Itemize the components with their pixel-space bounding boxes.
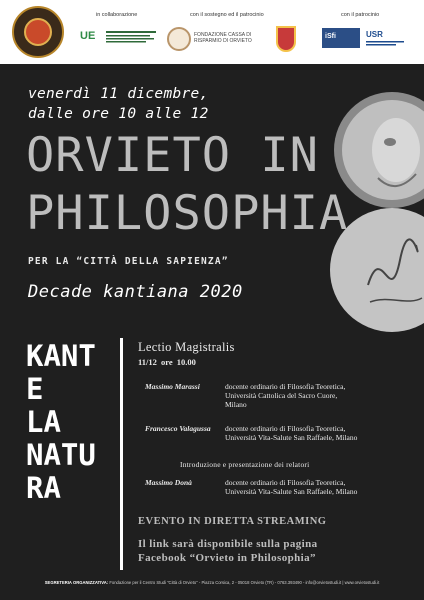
patrocinio-label: con il patrocinio	[341, 12, 380, 18]
collab-label: in collaborazione	[96, 12, 138, 18]
event-subtitle: PER LA “CITTÀ DELLA SAPIENZA”	[28, 256, 229, 267]
theme-word: KANT	[26, 339, 96, 373]
affiliation-line: Università Cattolica del Sacro Cuore,	[225, 391, 338, 400]
isfi-logo: iSfi	[322, 28, 360, 48]
title-line-2: PHILOSOPHIA	[26, 186, 349, 241]
affiliation-line: docente ordinario di Filosofia Teoretica,	[225, 424, 346, 433]
sostegno-label: con il sostegno ed il patrocinio	[190, 12, 264, 18]
footer-text: Fondazione per il Centro Studi "Città di Orvieto" - Piazza Corsica, 2 - 05018 Orvieto (TR) - 0763.393490 - info@orvietostudi.it | www.orvietostudi.it	[109, 580, 380, 585]
speaker-name: Massimo Marassi	[145, 382, 200, 391]
speaker-affiliation	[225, 478, 410, 496]
affiliation-line: docente ordinario di Filosofia Teoretica,	[225, 478, 346, 487]
usr-logo	[366, 30, 408, 48]
seal-emblem-icon	[24, 18, 52, 46]
affiliation-line: Università Vita-Salute San Raffaele, Milano	[225, 487, 358, 496]
centro-studi-seal-logo	[12, 6, 64, 58]
affiliation-line: Milano	[225, 400, 247, 409]
event-date-line-2: dalle ore 10 alle 12	[28, 106, 209, 122]
ue-logo: UE	[80, 30, 96, 42]
comune-orvieto-shield-icon	[276, 26, 296, 52]
facebook-link-line-2: Facebook “Orvieto in Philosophia”	[138, 552, 316, 564]
university-logo-lines-icon	[106, 30, 158, 46]
event-date-line-1: venerdì 11 dicembre,	[28, 86, 209, 102]
speaker-name: Francesco Valagussa	[145, 424, 211, 433]
speaker-affiliation	[225, 382, 410, 409]
usr-logo-text: USR	[366, 30, 383, 39]
footer-label: SEGRETERIA ORGANIZZATIVA:	[44, 580, 109, 585]
title-line-1: ORVIETO IN	[26, 128, 319, 183]
lectio-heading: Lectio Magistralis	[138, 340, 235, 354]
university-logo	[106, 30, 158, 46]
usr-logo-lines-icon	[366, 40, 406, 46]
theme-word: RA	[26, 471, 61, 505]
facebook-link-line-1: Il link sarà disponibile sulla pagina	[138, 538, 318, 550]
theme-word: NATU	[26, 438, 96, 472]
footer-contact	[0, 580, 424, 585]
logo-strip	[0, 0, 424, 64]
vertical-divider	[120, 338, 123, 570]
affiliation-line: Università Vita-Salute San Raffaele, Milano	[225, 433, 358, 442]
theme-word: LA	[26, 405, 61, 439]
affiliation-line: docente ordinario di Filosofia Teoretica,	[225, 382, 346, 391]
decade-kantiana: Decade kantiana 2020	[28, 282, 243, 302]
intro-text: Introduzione e presentazione dei relatori	[180, 460, 310, 469]
speaker-affiliation	[225, 424, 410, 442]
lectio-date-time: 11/12 ore 10.00	[138, 357, 196, 367]
fondazione-cassa-name: FONDAZIONE CASSA DI RISPARMIO DI ORVIETO	[194, 32, 252, 44]
streaming-notice: EVENTO IN DIRETTA STREAMING	[138, 516, 327, 527]
speaker-name: Massimo Donà	[145, 478, 192, 487]
fondazione-cassa-logo-icon	[167, 27, 191, 51]
theme-title	[26, 340, 96, 505]
theme-word: E	[26, 372, 44, 406]
